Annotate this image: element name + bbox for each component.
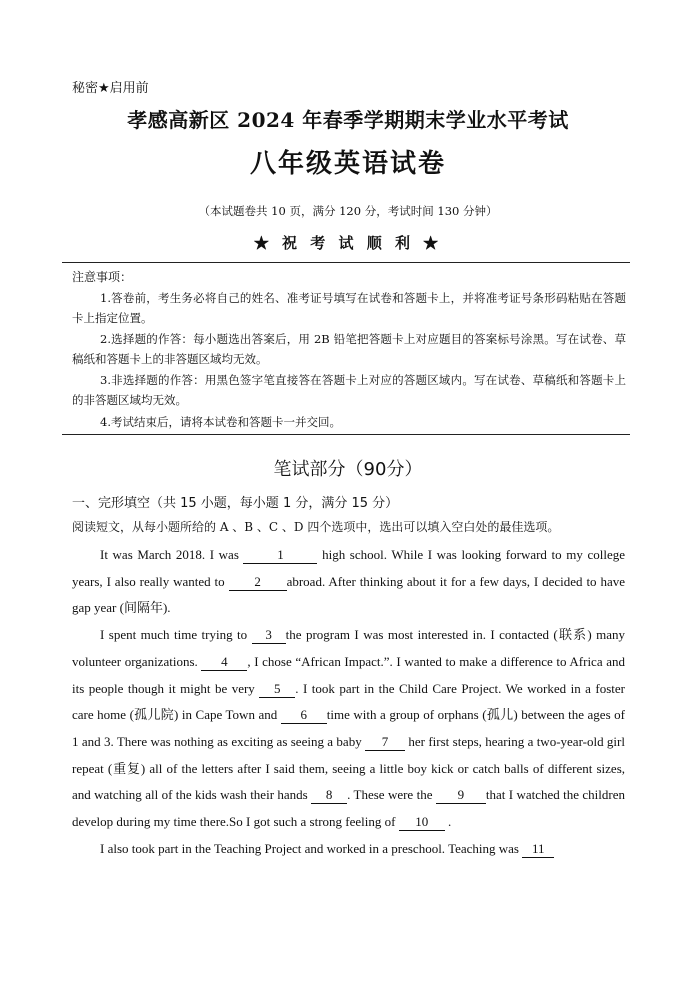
paragraph-1 (72, 542, 625, 622)
blank-9: 9 (436, 787, 486, 804)
note-item: 3.非选择题的作答：用黑色签字笔直接答在答题卡上对应的答题区域内。写在试卷、草稿纸和答题卡上的非答题区域均无效。 (72, 373, 626, 407)
blank-10: 10 (399, 814, 445, 831)
passage-text: I also took part in the Teaching Project and worked in a preschool. Teaching was (100, 840, 523, 856)
paragraph-2 (72, 622, 625, 836)
divider-bottom (62, 434, 630, 435)
passage-text: I spent much time trying to (100, 627, 252, 643)
exam-title: 孝感高新区 2024 年春季学期期末学业水平考试 (127, 108, 569, 132)
blank-4: 4 (201, 654, 247, 671)
note-item: 1.答卷前，考生务必将自己的姓名、准考证号填写在试卷和答题卡上，并将准考证号条形码粘贴在答题卡上指定位置。 (72, 291, 626, 325)
passage-text: her first steps, hearing a two-year-old girl repeat (重复) all of the letters after I said them, seeing a little boy kick or catch balls of different sizes, and watching all of the kids wash their hands (72, 733, 625, 803)
blank-5: 5 (259, 681, 295, 698)
cloze-passage (72, 542, 625, 862)
blank-11: 11 (522, 841, 554, 858)
good-luck-banner: ★ 祝 考 试 顺 利 ★ (253, 234, 443, 252)
passage-text: It was March 2018. I was (100, 547, 244, 562)
notes-title: 注意事项： (72, 270, 133, 284)
passage-text: the program I was most interested in. I contacted (联系) many volunteer organizations. (72, 627, 625, 669)
passage-text: time with a group of orphans (孤儿) between the ages of 1 and 3. There was nothing as exciting as seeing a baby (72, 707, 625, 749)
passage-text: that I watched the children develop during my time there.So I got such a strong feeling of (72, 787, 625, 830)
paper-subject-title: 八年级英语试卷 (249, 149, 446, 179)
part-instruction: 阅读短文，从每小题所给的 A 、B 、C 、D 四个选项中，选出可以填入空白处的最佳选项。 (72, 520, 560, 534)
blank-7: 7 (365, 734, 405, 751)
passage-text: . These were the (347, 787, 436, 803)
paragraph-3 (72, 836, 625, 863)
exam-info: （本试题卷共 10 页，满分 120 分，考试时间 130 分钟） (198, 204, 498, 218)
passage-text: high school. While I was looking forward to my college years, I also really wanted to (72, 547, 625, 589)
section-title: 笔试部分（90分） (273, 459, 423, 480)
blank-1: 1 (243, 547, 317, 564)
passage-text: . I took part in the Child Care Project. We worked in a foster care home (孤儿院) in Cape Town and (72, 680, 625, 723)
passage-text: . (444, 814, 452, 830)
confidential-label: 秘密★启用前 (72, 81, 149, 96)
note-item: 2.选择题的作答：每小题选出答案后，用 2B 铅笔把答题卡上对应题目的答案标号涂黑。写在试卷、草稿纸和答题卡上的非答题区域均无效。 (72, 332, 626, 366)
blank-2: 2 (229, 574, 287, 591)
blank-3: 3 (252, 627, 286, 644)
part-heading: 一、完形填空（共 15 小题，每小题 1 分，满分 15 分） (72, 496, 399, 511)
note-item: 4.考试结束后，请将本试卷和答题卡一并交回。 (100, 415, 341, 429)
passage-text: , I chose “African Impact.”. I wanted to make a difference to Africa and its people though it might be very (72, 653, 625, 696)
passage-text: abroad. After thinking about it for a few days, I decided to have gap year (间隔年). (72, 573, 625, 616)
blank-8: 8 (311, 787, 347, 804)
blank-6: 6 (281, 707, 327, 724)
divider-top (62, 262, 630, 263)
